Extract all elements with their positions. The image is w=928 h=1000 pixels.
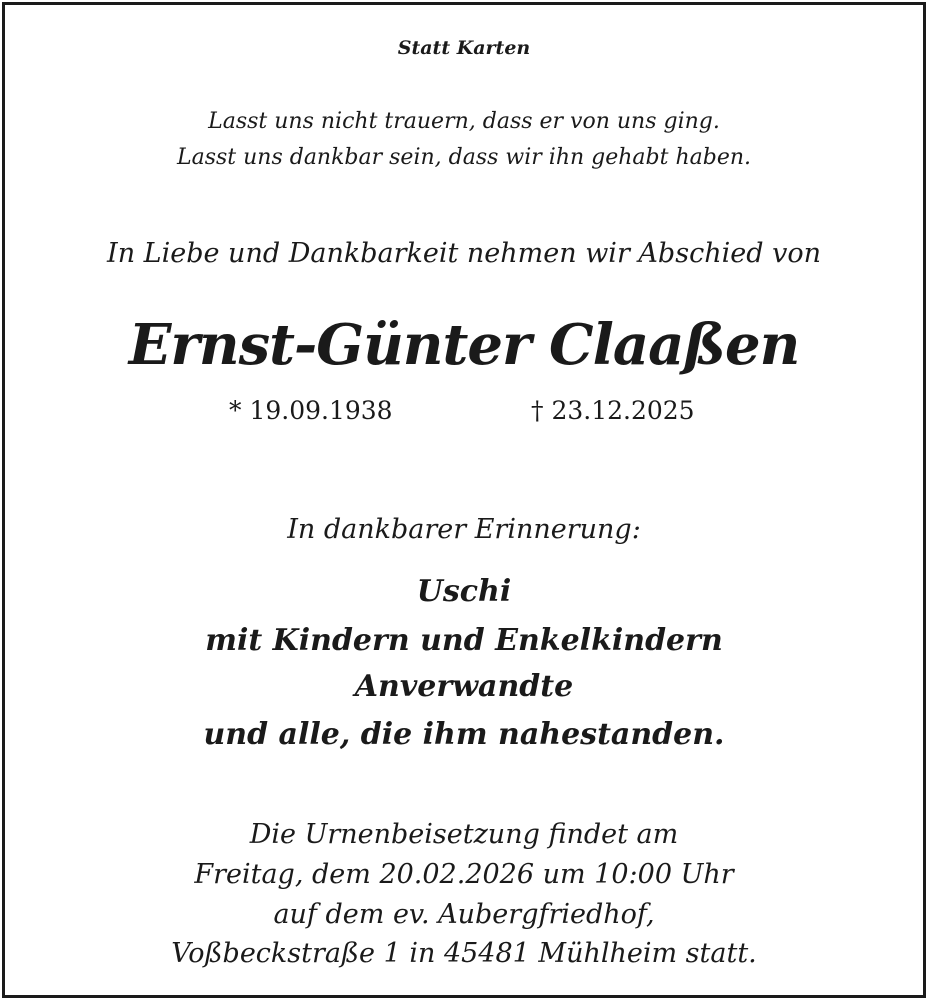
remembrance-intro: In dankbarer Erinnerung:: [287, 514, 641, 545]
mourner-line-4: und alle, die ihm nahestanden.: [203, 717, 725, 752]
farewell-intro: In Liebe und Dankbarkeit nehmen wir Abschied von: [107, 238, 821, 269]
burial-line-3: auf dem ev. Aubergfriedhof,: [273, 899, 655, 930]
mourner-line-2: mit Kindern und Enkelkindern: [205, 623, 723, 658]
burial-line-4: Voßbeckstraße 1 in 45481 Mühlheim statt.: [171, 938, 757, 969]
death-date: † 23.12.2025: [531, 396, 695, 425]
obituary-frame: [2, 2, 926, 998]
burial-line-2: Freitag, dem 20.02.2026 um 10:00 Uhr: [194, 859, 734, 890]
deceased-name: Ernst-Günter Claaßen: [128, 312, 800, 378]
mourner-line-1: Uschi: [416, 574, 512, 609]
quote-line-1: Lasst uns nicht trauern, dass er von uns ging.: [208, 109, 720, 134]
burial-line-1: Die Urnenbeisetzung findet am: [249, 819, 679, 850]
mourner-line-3: Anverwandte: [354, 669, 574, 704]
birth-date: * 19.09.1938: [229, 396, 393, 425]
quote-line-2: Lasst uns dankbar sein, dass wir ihn gehabt haben.: [176, 145, 752, 170]
header-statt-karten: Statt Karten: [397, 37, 531, 59]
